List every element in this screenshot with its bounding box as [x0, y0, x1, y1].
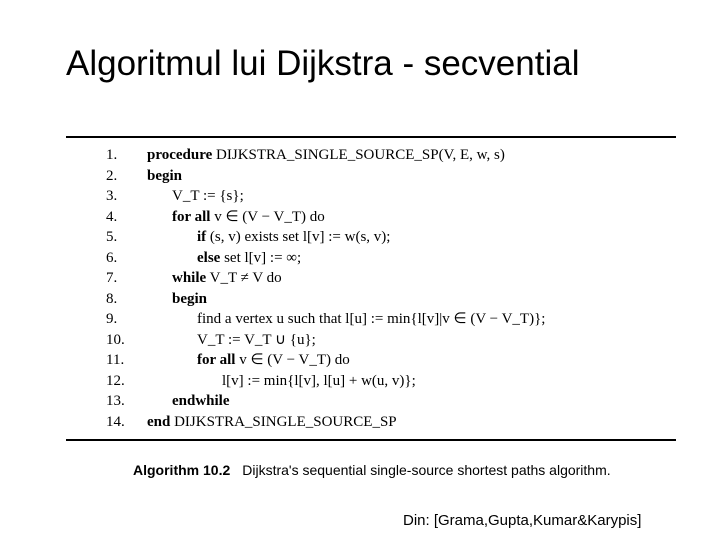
line-text: v ∈ (V − V_T) do: [235, 352, 350, 368]
line-number: 6.: [106, 249, 118, 266]
line-keyword: for all: [197, 352, 236, 368]
line-number: 5.: [106, 229, 118, 245]
line-keyword: end: [147, 413, 171, 430]
line-number: 9.: [106, 311, 118, 327]
line-keyword: begin: [172, 290, 208, 307]
algorithm-line: [66, 289, 676, 310]
line-keyword: for all: [172, 208, 211, 225]
algorithm-line: [66, 268, 676, 289]
algorithm-listing: [66, 145, 676, 432]
line-keyword: procedure: [147, 147, 213, 163]
line-number: 10.: [106, 331, 125, 348]
line-text: DIJKSTRA_SINGLE_SOURCE_SP(V, E, w, s): [212, 147, 505, 163]
line-content: [197, 248, 301, 269]
line-text: set l[v] := ∞;: [220, 249, 302, 266]
line-text: DIJKSTRA_SINGLE_SOURCE_SP: [170, 413, 397, 430]
line-content: [197, 350, 350, 371]
algorithm-line: [66, 186, 676, 207]
line-text: find a vertex u such that l[u] := min{l[v]|v ∈ (V − V_T)};: [197, 311, 546, 327]
algorithm-line: [66, 207, 676, 228]
line-content: [147, 412, 397, 433]
caption-label: Algorithm 10.2: [133, 462, 231, 478]
line-number: 4.: [106, 208, 118, 225]
line-number: 3.: [106, 188, 118, 204]
line-number: 14.: [106, 413, 125, 430]
line-content: [147, 166, 182, 187]
caption-text: Dijkstra's sequential single-source shortest paths algorithm.: [242, 462, 611, 478]
line-content: [172, 268, 282, 289]
line-number: 12.: [106, 372, 125, 389]
algorithm-line: [66, 227, 676, 248]
algorithm-line: [66, 166, 676, 187]
source-citation: Din: [Grama,Gupta,Kumar&Karypis]: [403, 512, 642, 529]
line-number: 7.: [106, 270, 118, 286]
line-text: (s, v) exists set l[v] := w(s, v);: [206, 229, 391, 245]
line-content: [197, 309, 545, 330]
line-number: 13.: [106, 393, 125, 409]
line-keyword: else: [197, 249, 221, 266]
algorithm-line: [66, 371, 676, 392]
line-keyword: while: [172, 270, 207, 286]
line-text: V_T ≠ V do: [206, 270, 282, 286]
line-text: V_T := {s};: [172, 188, 244, 204]
line-text: V_T := V_T ∪ {u};: [197, 331, 316, 348]
algorithm-line: [66, 248, 676, 269]
algorithm-line: [66, 391, 676, 412]
algorithm-bottom-rule: [66, 439, 676, 441]
algorithm-line: [66, 309, 676, 330]
line-content: [172, 391, 230, 412]
line-content: [222, 371, 416, 392]
line-content: [172, 207, 325, 228]
line-content: [172, 186, 244, 207]
line-number: 2.: [106, 167, 118, 184]
line-number: 8.: [106, 290, 118, 307]
line-keyword: if: [197, 229, 207, 245]
algorithm-top-rule: [66, 136, 676, 138]
line-content: [197, 227, 390, 248]
line-number: 1.: [106, 147, 118, 163]
algorithm-caption: [133, 462, 611, 478]
line-text: l[v] := min{l[v], l[u] + w(u, v)};: [222, 372, 416, 389]
algorithm-line: [66, 330, 676, 351]
line-keyword: begin: [147, 167, 183, 184]
line-keyword: endwhile: [172, 393, 230, 409]
line-content: [197, 330, 316, 351]
line-number: 11.: [106, 352, 125, 368]
line-content: [147, 145, 505, 166]
slide-title: Algoritmul lui Dijkstra - secvential: [66, 44, 580, 83]
algorithm-line: [66, 350, 676, 371]
algorithm-line: [66, 145, 676, 166]
line-content: [172, 289, 207, 310]
line-text: v ∈ (V − V_T) do: [210, 208, 325, 225]
algorithm-line: [66, 412, 676, 433]
